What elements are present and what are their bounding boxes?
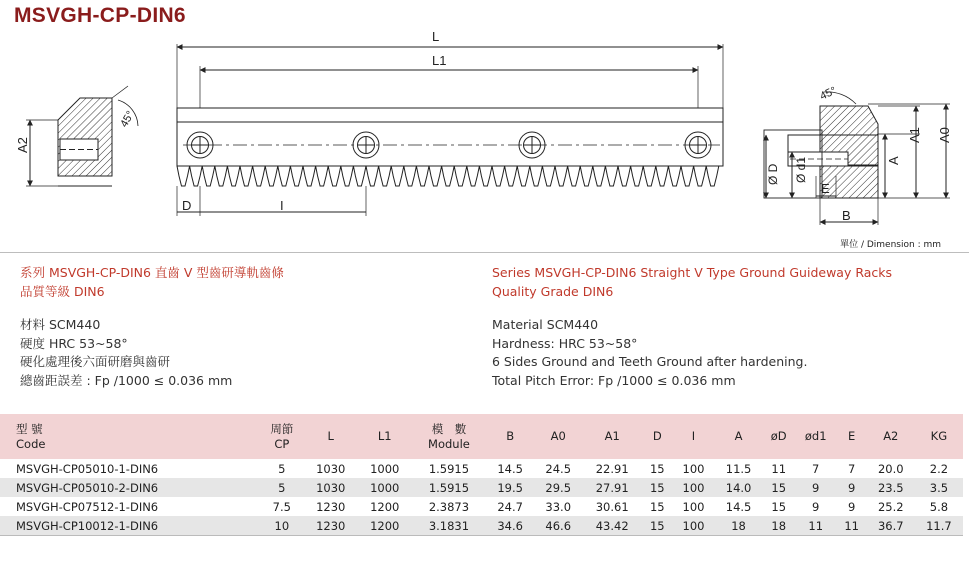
cell-kg: 2.2 <box>929 461 949 476</box>
cell-a0: 29.5 <box>545 480 572 495</box>
table-row <box>0 497 963 516</box>
cell-l: 1030 <box>316 461 346 476</box>
dim-a1-label: A1 <box>907 127 922 143</box>
hardness-en: Hardness: HRC 53~58° <box>492 335 638 351</box>
material-zh: 材料 SCM440 <box>20 317 101 332</box>
dim-a0-label: A0 <box>937 127 952 143</box>
header-d: D <box>652 429 662 443</box>
header-phid: øD <box>770 429 787 443</box>
series-en <box>492 263 892 301</box>
cell-l1: 1200 <box>370 499 400 514</box>
cell-phid: 15 <box>771 499 787 514</box>
material-en: Material SCM440 <box>492 317 599 332</box>
cell-kg: 3.5 <box>929 480 949 495</box>
dim-e-label: E <box>821 181 830 196</box>
dim-l1-label: L1 <box>432 53 447 68</box>
pitch-error-en: Total Pitch Error: Fp /1000 ≤ 0.036 mm <box>492 372 736 388</box>
dim-phid1-label: Ø d1 <box>794 156 808 183</box>
cell-module: 1.5915 <box>428 480 470 495</box>
header-b: B <box>506 429 515 443</box>
cell-l: 1030 <box>316 480 346 495</box>
cell-a0: 33.0 <box>545 499 572 514</box>
header-cp-zh: 周節 <box>270 421 294 436</box>
angle-right-label: 45° <box>818 84 839 103</box>
cell-a1: 22.91 <box>595 461 629 476</box>
cell-e: 11 <box>837 516 867 536</box>
series-zh-grade: 品質等級 DIN6 <box>20 284 105 299</box>
table-row <box>0 516 963 536</box>
cell-a1: 43.42 <box>582 516 642 536</box>
dim-phid-label: Ø D <box>766 163 780 185</box>
header-kg: KG <box>930 429 948 443</box>
header-cp <box>260 414 304 459</box>
cell-phid1: 9 <box>812 499 820 514</box>
cell-kg: 11.7 <box>915 516 963 536</box>
header-l: L <box>327 429 334 443</box>
units-note: 單位 / Dimension : mm <box>840 240 941 250</box>
cell-a1: 30.61 <box>595 499 629 514</box>
cell-phid: 11 <box>771 461 787 476</box>
cell-i: 100 <box>672 516 714 536</box>
dim-a2-label: A2 <box>15 137 30 153</box>
dim-a-label: A <box>886 156 901 165</box>
header-code-en: Code <box>16 436 46 451</box>
header-a1: A1 <box>604 429 620 443</box>
series-en-name: Series MSVGH-CP-DIN6 Straight V Type Ground Guideway Racks <box>492 265 893 280</box>
right-section-view <box>764 92 950 225</box>
spec-table <box>0 414 963 536</box>
header-cp-en: CP <box>274 436 290 451</box>
cell-a: 11.5 <box>725 461 752 476</box>
properties-en <box>492 316 807 390</box>
cell-l1: 1200 <box>358 516 412 536</box>
cell-i: 100 <box>682 499 705 514</box>
cell-module: 3.1831 <box>412 516 486 536</box>
series-zh <box>20 263 284 301</box>
treatment-zh: 硬化處理後六面研磨與齒研 <box>20 354 171 369</box>
cell-cp: 10 <box>260 516 304 536</box>
cell-i: 100 <box>682 480 705 495</box>
properties-zh <box>20 316 232 390</box>
cell-i: 100 <box>682 461 705 476</box>
cell-b: 24.7 <box>497 499 523 514</box>
rack-front-view <box>177 44 723 216</box>
cell-a2: 20.0 <box>877 461 904 476</box>
table-row <box>0 478 963 497</box>
cell-l: 1230 <box>304 516 358 536</box>
cell-cp: 5 <box>278 461 286 476</box>
series-zh-name: 系列 MSVGH-CP-DIN6 直齒 V 型齒研導軌齒條 <box>20 265 284 280</box>
cell-e: 9 <box>847 499 856 514</box>
technical-drawing <box>0 0 969 252</box>
cell-e: 7 <box>847 461 856 476</box>
table-row <box>0 459 963 478</box>
dim-d-label: D <box>182 198 192 213</box>
cell-b: 19.5 <box>497 480 523 495</box>
cell-d: 15 <box>649 480 665 495</box>
cell-code: MSVGH-CP10012-1-DIN6 <box>0 516 260 536</box>
cell-d: 15 <box>649 461 665 476</box>
header-a: A <box>734 429 743 443</box>
section-divider <box>0 252 969 253</box>
header-l1: L1 <box>377 429 392 443</box>
cell-e: 9 <box>847 480 856 495</box>
header-phid1: ød1 <box>804 429 827 443</box>
cell-a: 14.5 <box>725 499 752 514</box>
cell-a0: 46.6 <box>534 516 582 536</box>
dim-l-label: L <box>432 29 440 44</box>
cell-module: 1.5915 <box>428 461 470 476</box>
cell-phid1: 7 <box>812 461 820 476</box>
cell-phid: 18 <box>763 516 795 536</box>
cell-a1: 27.91 <box>595 480 629 495</box>
header-a0: A0 <box>550 429 566 443</box>
cell-b: 14.5 <box>497 461 523 476</box>
header-i: I <box>691 429 696 443</box>
header-module <box>412 414 486 459</box>
cell-l: 1230 <box>316 499 346 514</box>
cell-b: 34.6 <box>486 516 534 536</box>
cell-module: 2.3873 <box>428 499 470 514</box>
spec-table-header <box>0 414 963 459</box>
pitch-error-zh: 總齒距誤差 : Fp /1000 ≤ 0.036 mm <box>20 372 233 388</box>
page-title: MSVGH-CP-DIN6 <box>14 4 186 27</box>
cell-d: 15 <box>649 499 665 514</box>
header-code <box>0 414 260 459</box>
cell-a: 14.0 <box>725 480 752 495</box>
cell-phid1: 11 <box>795 516 837 536</box>
header-code-zh: 型 號 <box>16 421 43 436</box>
cell-l1: 1000 <box>370 461 400 476</box>
header-module-zh: 模 數 <box>431 421 467 436</box>
cell-phid1: 9 <box>812 480 820 495</box>
cell-cp: 7.5 <box>272 499 291 514</box>
cell-a2: 23.5 <box>877 480 904 495</box>
cell-code: MSVGH-CP05010-1-DIN6 <box>16 461 159 476</box>
cell-cp: 5 <box>278 480 286 495</box>
cell-code: MSVGH-CP05010-2-DIN6 <box>16 480 159 495</box>
cell-a0: 24.5 <box>545 461 572 476</box>
cell-a2: 25.2 <box>877 499 904 514</box>
header-e: E <box>848 429 856 443</box>
cell-a: 18 <box>715 516 763 536</box>
hardness-zh: 硬度 HRC 53~58° <box>20 335 128 351</box>
left-end-view <box>26 86 138 186</box>
cell-kg: 5.8 <box>929 499 949 514</box>
header-module-en: Module <box>428 436 470 451</box>
treatment-en: 6 Sides Ground and Teeth Ground after hardening. <box>492 354 808 369</box>
cell-code: MSVGH-CP07512-1-DIN6 <box>16 499 159 514</box>
angle-left-label: 45° <box>118 109 137 130</box>
dim-b-label: B <box>842 208 851 223</box>
dim-i-label: I <box>280 198 284 213</box>
cell-a2: 36.7 <box>867 516 915 536</box>
header-a2: A2 <box>883 429 899 443</box>
cell-d: 15 <box>642 516 672 536</box>
cell-l1: 1000 <box>370 480 400 495</box>
series-en-grade: Quality Grade DIN6 <box>492 284 614 299</box>
cell-phid: 15 <box>771 480 787 495</box>
